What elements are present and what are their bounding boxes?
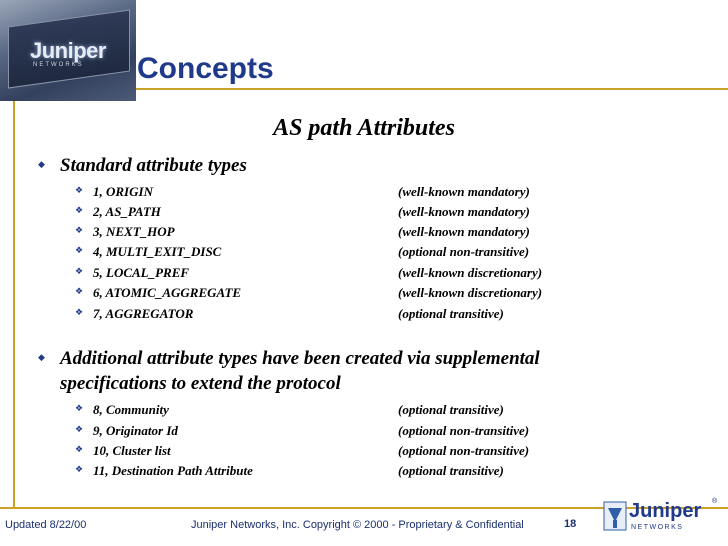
attribute-type: (well-known discretionary) xyxy=(398,285,543,300)
page-number: 18 xyxy=(564,518,577,530)
bullet-icon: ❖ xyxy=(75,444,84,454)
attribute-name: 7, AGGREGATOR xyxy=(93,306,194,321)
bullet-icon: ❖ xyxy=(75,245,84,255)
attribute-type: (well-known mandatory) xyxy=(398,184,530,199)
section-heading: Standard attribute types xyxy=(60,155,247,176)
bullet-icon: ❖ xyxy=(75,424,84,434)
footer-updated: Updated 8/22/00 xyxy=(5,519,87,531)
footer-logo-subtext: NETWORKS xyxy=(631,524,684,531)
bullet-icon: ❖ xyxy=(75,464,84,474)
attribute-type: (optional non-transitive) xyxy=(398,443,530,458)
left-divider xyxy=(13,101,15,508)
attribute-type: (optional transitive) xyxy=(398,306,504,321)
bullet-icon: ❖ xyxy=(75,205,84,215)
attribute-name: 9, Originator Id xyxy=(93,423,178,438)
bullet-icon: ❖ xyxy=(75,286,84,296)
attribute-type: (well-known mandatory) xyxy=(398,204,530,219)
attribute-name: 11, Destination Path Attribute xyxy=(93,463,253,478)
bullet-icon: ❖ xyxy=(75,307,84,317)
footer-logo-text: Juniper xyxy=(629,500,702,522)
registered-mark: ® xyxy=(712,498,718,505)
attribute-type: (optional transitive) xyxy=(398,463,504,478)
section-heading-continued: specifications to extend the protocol xyxy=(60,373,341,394)
slide-title: Concepts xyxy=(137,52,274,85)
attribute-type: (optional non-transitive) xyxy=(398,423,530,438)
bullet-icon: ❖ xyxy=(75,266,84,276)
bullet-icon: ❖ xyxy=(75,403,84,413)
attribute-type: (optional transitive) xyxy=(398,402,504,417)
title-divider xyxy=(136,88,728,90)
attribute-name: 8, Community xyxy=(93,402,169,417)
bullet-icon: ❖ xyxy=(75,185,84,195)
attribute-type: (well-known discretionary) xyxy=(398,265,543,280)
diamond-bullet-icon: ◆ xyxy=(38,159,45,169)
footer-copyright: Juniper Networks, Inc. Copyright © 2000 - Proprietary & Confidential xyxy=(191,519,524,531)
section-heading: Additional attribute types have been created via supplemental xyxy=(60,348,540,369)
attribute-name: 1, ORIGIN xyxy=(93,184,153,199)
attribute-name: 3, NEXT_HOP xyxy=(93,224,175,239)
bullet-icon: ❖ xyxy=(75,225,84,235)
diamond-bullet-icon: ◆ xyxy=(38,352,45,362)
header-logo-image xyxy=(0,0,136,101)
attribute-type: (well-known mandatory) xyxy=(398,224,530,239)
header-logo-subtext: NETWORKS xyxy=(33,62,84,68)
attribute-name: 10, Cluster list xyxy=(93,443,171,458)
attribute-name: 5, LOCAL_PREF xyxy=(93,265,190,280)
slide-subtitle: AS path Attributes xyxy=(273,115,455,141)
juniper-logo xyxy=(598,494,722,538)
attribute-name: 6, ATOMIC_AGGREGATE xyxy=(93,285,242,300)
attribute-type: (optional non-transitive) xyxy=(398,244,530,259)
attribute-name: 4, MULTI_EXIT_DISC xyxy=(93,244,222,259)
header-logo-text: Juniper xyxy=(30,38,106,63)
attribute-name: 2, AS_PATH xyxy=(93,204,161,219)
